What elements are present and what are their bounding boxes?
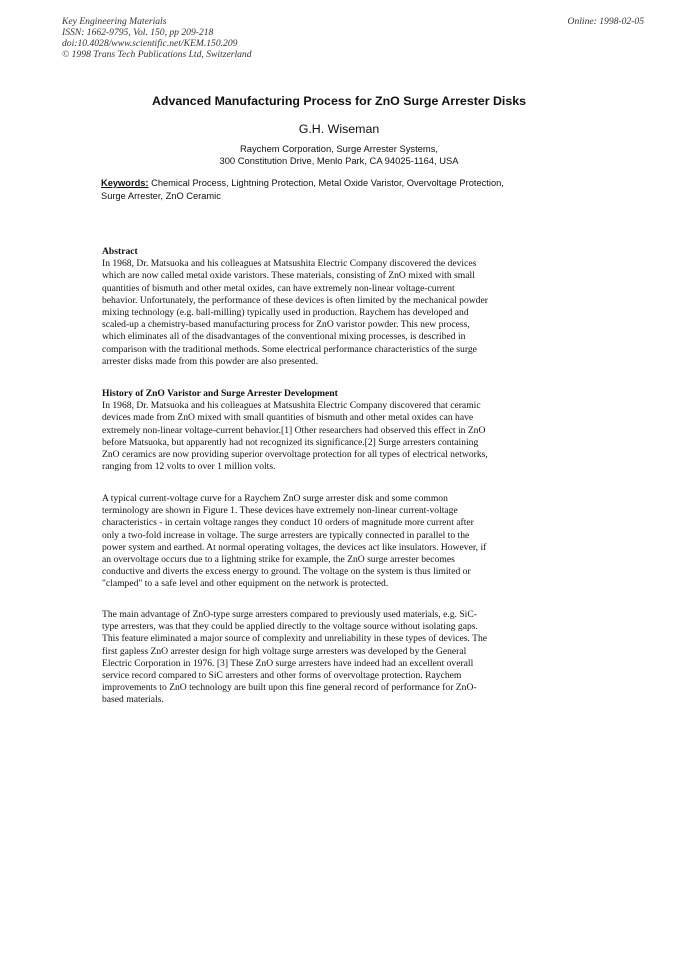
journal-doi: doi:10.4028/www.scientific.net/KEM.150.209 [62, 38, 238, 49]
text-line: before Matsuoka, but apparently had not recognized its significance.[2] Surge arresters containing [102, 436, 479, 448]
text-line: extremely non-linear voltage-current behavior.[1] Other researchers had observed this effect in ZnO [102, 424, 486, 436]
journal-copyright: © 1998 Trans Tech Publications Ltd, Switzerland [62, 49, 252, 60]
paragraph-3 [102, 609, 550, 707]
text-line: which eliminates all of the disadvantages of the conventional mixing processes, is described in [102, 331, 466, 343]
text-line: arrester disks made from this powder are also presented. [102, 355, 319, 367]
abstract-heading: Abstract [102, 246, 138, 257]
paragraph-2-text [102, 493, 550, 591]
text-line: only a two-fold increase in voltage. The surge arresters are typically connected in parallel to the [102, 529, 470, 541]
text-line: The main advantage of ZnO-type surge arresters compared to previously used materials, e.g. SiC- [102, 609, 477, 620]
text-line: "clamped" to a safe level and other equipment on the network is protected. [102, 578, 389, 590]
text-line: In 1968, Dr. Matsuoka and his colleagues at Matsushita Electric Company discovered the devices [102, 258, 477, 270]
keywords-label: Keywords: [101, 178, 149, 188]
text-line: A typical current-voltage curve for a Raychem ZnO surge arrester disk and some common [102, 493, 448, 504]
text-line: an overvoltage occurs due to a lightning strike for example, the ZnO surge arrester becomes [102, 554, 455, 566]
journal-issn: ISSN: 1662-9795, Vol. 150, pp 209-218 [62, 27, 214, 38]
history-section [102, 388, 550, 473]
text-line: service record compared to SiC arresters and other forms of overvoltage protection. Raychem [102, 670, 462, 682]
journal-name: Key Engineering Materials [62, 16, 167, 27]
text-line: behavior. Unfortunately, the performance of these devices is often limited by the mechanical powder [102, 294, 488, 306]
text-line: quantities of bismuth and other metal oxides, can have extremely non-linear voltage-current [102, 282, 455, 294]
paragraph-2 [102, 493, 550, 591]
text-line: In 1968, Dr. Matsuoka and his colleagues at Matsushita Electric Company discovered that ceramic [102, 400, 481, 412]
paragraph-3-text [102, 609, 550, 707]
author-name: G.H. Wiseman [298, 122, 380, 136]
text-line: characteristics - in certain voltage ranges they conduct 10 orders of magnitude more current after [102, 517, 474, 529]
text-line: This feature eliminated a major source of complexity and unreliability in these types of devices. The [102, 633, 488, 645]
history-heading: History of ZnO Varistor and Surge Arrester Development [102, 388, 338, 399]
text-line: first gapless ZnO arrester design for high voltage surge arresters was developed by the General [102, 645, 467, 657]
online-date: Online: 1998-02-05 [567, 16, 644, 27]
affiliation-line: Raychem Corporation, Surge Arrester Systems, [240, 143, 438, 154]
text-line: terminology are shown in Figure 1. These devices have extremely non-linear current-voltage [102, 505, 458, 517]
affiliation-line: 300 Constitution Drive, Menlo Park, CA 94025-1164, USA [219, 155, 459, 166]
abstract-text [102, 258, 550, 368]
text-line: power system and earthed. At normal operating voltages, the devices act like insulators. However, if [102, 541, 487, 553]
keywords-text: Surge Arrester, ZnO Ceramic [101, 190, 221, 201]
text-line: mixing technology (e.g. ball-milling) typically used in production. Raychem has developed and [102, 307, 469, 319]
keywords-text: Chemical Process, Lightning Protection, Metal Oxide Varistor, Overvoltage Protection, [148, 178, 504, 188]
text-line: improvements to ZnO technology are built upon this fine general record of performance for ZnO- [102, 682, 477, 694]
paper-title: Advanced Manufacturing Process for ZnO Surge Arrester Disks [151, 94, 527, 108]
journal-header [62, 16, 252, 60]
text-line: type arresters, was that they could be applied directly to the voltage source without isolating gaps. [102, 621, 478, 633]
text-line: comparison with the traditional methods. Some electrical performance characteristics of the surge [102, 343, 477, 355]
abstract-section [102, 246, 550, 368]
text-line: conductive and diverts the excess energy to ground. The voltage on the system is thus limited or [102, 566, 471, 578]
text-line: ranging from 12 volts to over 1 million volts. [102, 461, 276, 473]
text-line: based materials. [102, 694, 164, 706]
text-line: scaled-up a chemistry-based manufacturing process for ZnO varistor powder. This new process, [102, 319, 470, 331]
text-line: ZnO ceramics are now providing superior overvoltage protection for all types of electrical networks, [102, 449, 488, 461]
keywords-block [101, 177, 553, 202]
text-line: which are now called metal oxide varistors. These materials, consisting of ZnO mixed with small [102, 270, 475, 282]
history-text [102, 400, 550, 473]
text-line: Electric Corporation in 1976. [3] These ZnO surge arresters have indeed had an excellent overall [102, 657, 474, 669]
text-line: devices made from ZnO mixed with small quantities of bismuth and other metal oxides can have [102, 412, 474, 424]
